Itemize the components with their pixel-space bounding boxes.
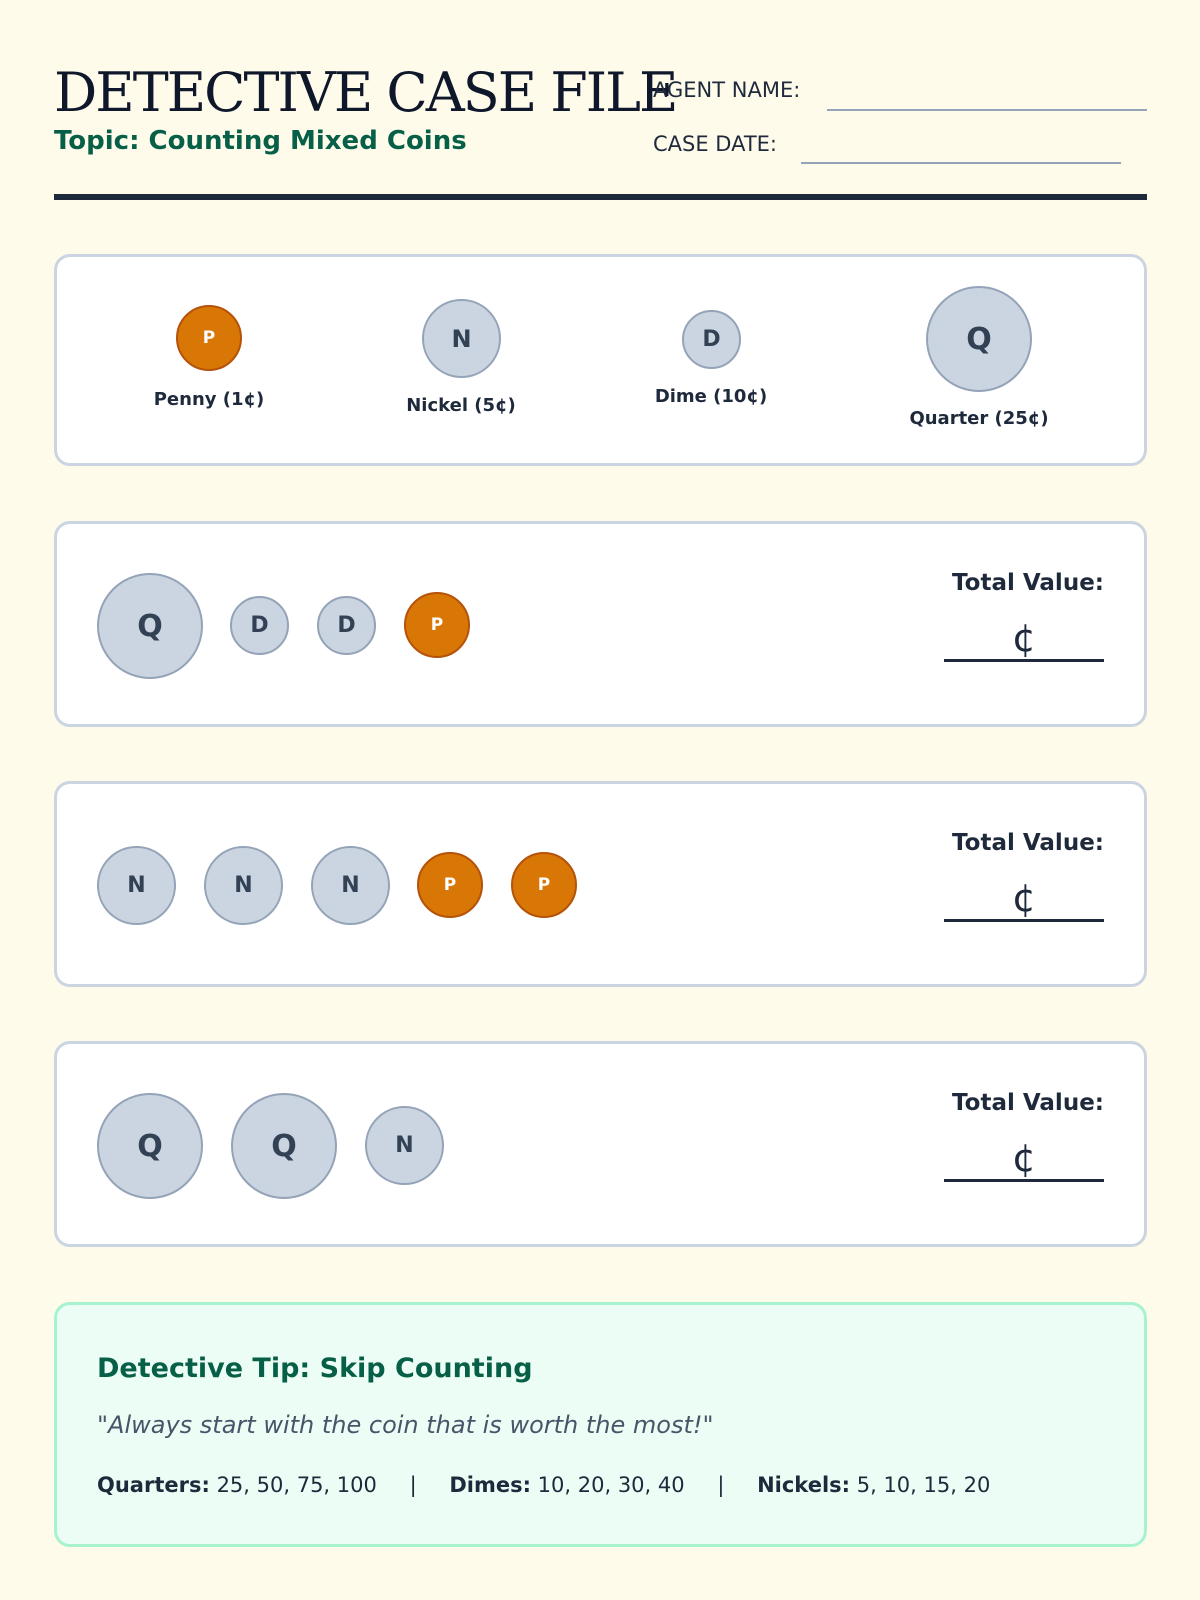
agent-name-label: AGENT NAME: [653,78,801,102]
total-value-label: Total Value: [952,830,1104,856]
total-value-input[interactable] [944,616,1104,662]
detective-tip-box [54,1302,1147,1547]
penny-coin-icon: P [511,852,577,918]
quarters-label: Quarters: [97,1473,210,1497]
nickel-coin-icon: N [311,846,390,925]
skip-count-sequences [97,1473,990,1497]
nickel-coin-icon: N [204,846,283,925]
dime-label: Dime (10¢) [654,386,768,407]
coin-legend-card [54,254,1147,466]
quarter-coin-icon: Q [97,1093,203,1199]
penny-coin-icon: P [404,592,470,658]
cent-sign: ¢ [1011,1135,1037,1180]
separator: | [409,1473,417,1497]
problem-card-3 [54,1041,1147,1247]
agent-name-field[interactable] [827,109,1147,111]
quarter-coin-icon: Q [926,286,1032,392]
case-file-header [54,54,1147,200]
dimes-sequence: 10, 20, 30, 40 [537,1473,685,1497]
nickel-label: Nickel (5¢) [406,395,516,416]
total-value-input[interactable] [944,1136,1104,1182]
nickel-coin-icon: N [97,846,176,925]
dime-coin-icon: D [317,596,376,655]
quarter-coin-icon: Q [97,573,203,679]
total-value-label: Total Value: [952,570,1104,596]
dime-coin-icon: D [230,596,289,655]
nickels-label: Nickels: [757,1473,851,1497]
nickel-coin-icon: N [365,1106,444,1185]
total-value-label: Total Value: [952,1090,1104,1116]
total-value-input[interactable] [944,876,1104,922]
topic-subtitle: Topic: Counting Mixed Coins [54,126,467,156]
dime-coin-icon: D [682,310,741,369]
cent-sign: ¢ [1011,615,1037,660]
quarter-label: Quarter (25¢) [909,408,1049,429]
cent-sign: ¢ [1011,875,1037,920]
problem-card-1 [54,521,1147,727]
quarter-coin-icon: Q [231,1093,337,1199]
case-date-label: CASE DATE: [653,132,778,156]
dimes-label: Dimes: [449,1473,531,1497]
problem-card-2 [54,781,1147,987]
separator: | [717,1473,725,1497]
quarters-sequence: 25, 50, 75, 100 [216,1473,377,1497]
penny-coin-icon: P [176,305,242,371]
penny-coin-icon: P [417,852,483,918]
nickel-coin-icon: N [422,299,501,378]
tip-title: Detective Tip: Skip Counting [97,1353,533,1384]
case-date-field[interactable] [801,162,1121,164]
tip-quote: "Always start with the coin that is worth the most!" [97,1411,714,1439]
header-divider [54,194,1147,200]
page-title: DETECTIVE CASE FILE [54,61,677,124]
penny-label: Penny (1¢) [153,389,265,410]
nickels-sequence: 5, 10, 15, 20 [856,1473,991,1497]
